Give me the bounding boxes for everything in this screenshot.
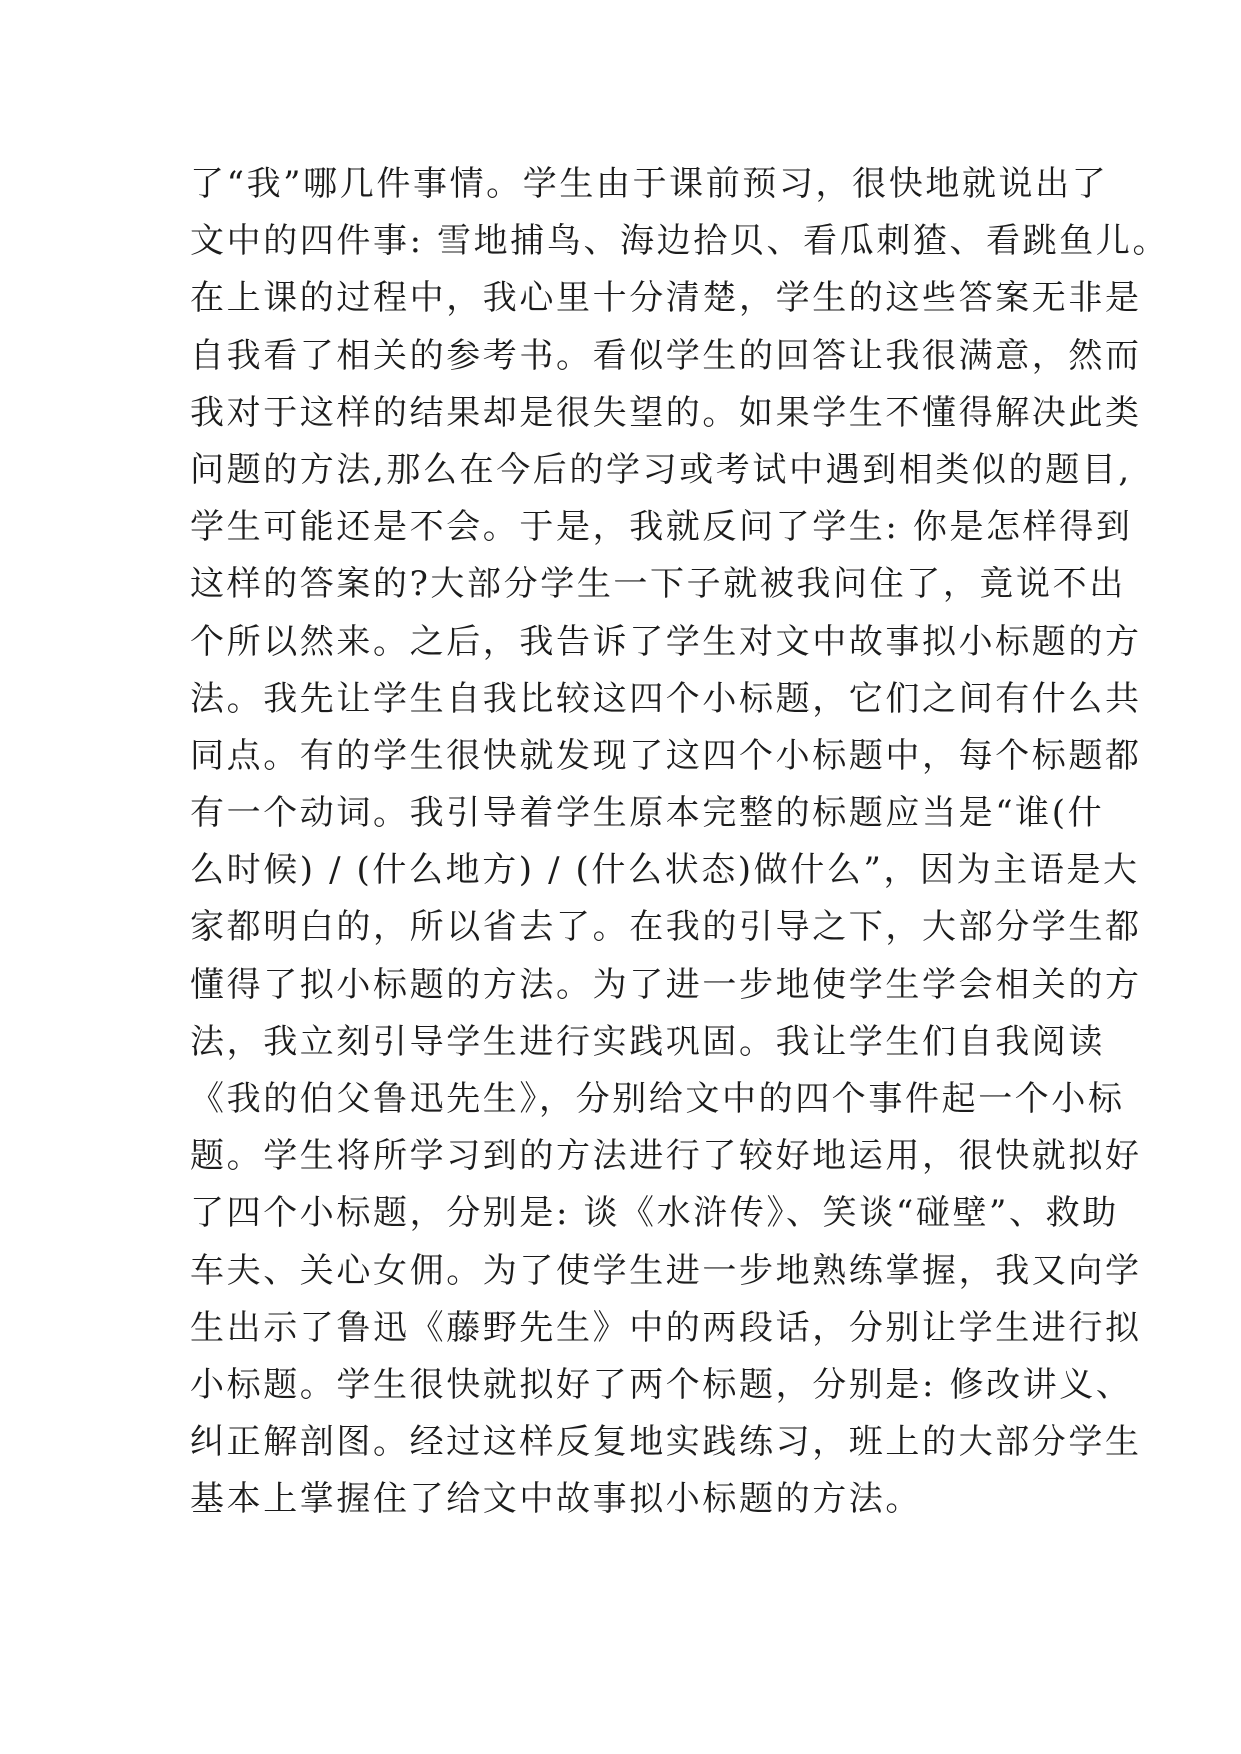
text-line: 在上课的过程中，我心里十分清楚，学生的这些答案无非是 <box>190 278 1142 319</box>
text-line: 懂得了拟小标题的方法。为了进一步地使学生学会相关的方 <box>190 964 1142 1005</box>
text-line: 生出示了鲁迅《藤野先生》中的两段话，分别让学生进行拟 <box>190 1307 1142 1348</box>
text-line: 个所以然来。之后，我告诉了学生对文中故事拟小标题的方 <box>190 621 1142 662</box>
text-line: 了“我”哪几件事情。学生由于课前预习，很快地就说出了 <box>190 164 1109 204</box>
text-line: 了四个小标题，分别是: 谈《水浒传》、笑谈“碰壁”、救助 <box>190 1193 1119 1234</box>
text-line: 基本上掌握住了给文中故事拟小标题的方法。 <box>190 1479 922 1520</box>
text-line: 学生可能还是不会。于是，我就反问了学生: 你是怎样得到 <box>190 507 1133 548</box>
text-line: 《我的伯父鲁迅先生》，分别给文中的四个事件起一个小标 <box>190 1079 1125 1119</box>
text-line: 这样的答案的?大部分学生一下子就被我问住了，竟说不出 <box>190 564 1126 605</box>
text-line: 同点。有的学生很快就发现了这四个小标题中，每个标题都 <box>190 735 1142 776</box>
text-line: 小标题。学生很快就拟好了两个标题，分别是: 修改讲义、 <box>190 1364 1133 1405</box>
text-line: 问题的方法,那么在今后的学习或考试中遇到相类似的题目, <box>190 449 1132 490</box>
text-line: 法。我先让学生自我比较这四个小标题，它们之间有什么共 <box>190 678 1142 719</box>
text-line: 题。学生将所学习到的方法进行了较好地运用，很快就拟好 <box>190 1136 1142 1177</box>
text-line: 自我看了相关的参考书。看似学生的回答让我很满意，然而 <box>190 335 1142 376</box>
text-line: 纠正解剖图。经过这样反复地实践练习，班上的大部分学生 <box>190 1422 1142 1463</box>
text-line: 法，我立刻引导学生进行实践巩固。我让学生们自我阅读 <box>190 1021 1105 1062</box>
text-line: 么时候) / (什么地方) / (什么状态)做什么”，因为主语是大 <box>190 850 1140 891</box>
text-line: 我对于这样的结果却是很失望的。如果学生不懂得解决此类 <box>190 392 1142 433</box>
text-line: 文中的四件事: 雪地捕鸟、海边拾贝、看瓜刺猹、看跳鱼儿。 <box>190 221 1170 262</box>
body-paragraph <box>190 156 1210 1529</box>
text-line: 家都明白的，所以省去了。在我的引导之下，大部分学生都 <box>190 907 1142 948</box>
text-line: 有一个动词。我引导着学生原本完整的标题应当是“谁(什 <box>190 793 1105 834</box>
text-line: 车夫、关心女佣。为了使学生进一步地熟练掌握，我又向学 <box>190 1250 1142 1291</box>
